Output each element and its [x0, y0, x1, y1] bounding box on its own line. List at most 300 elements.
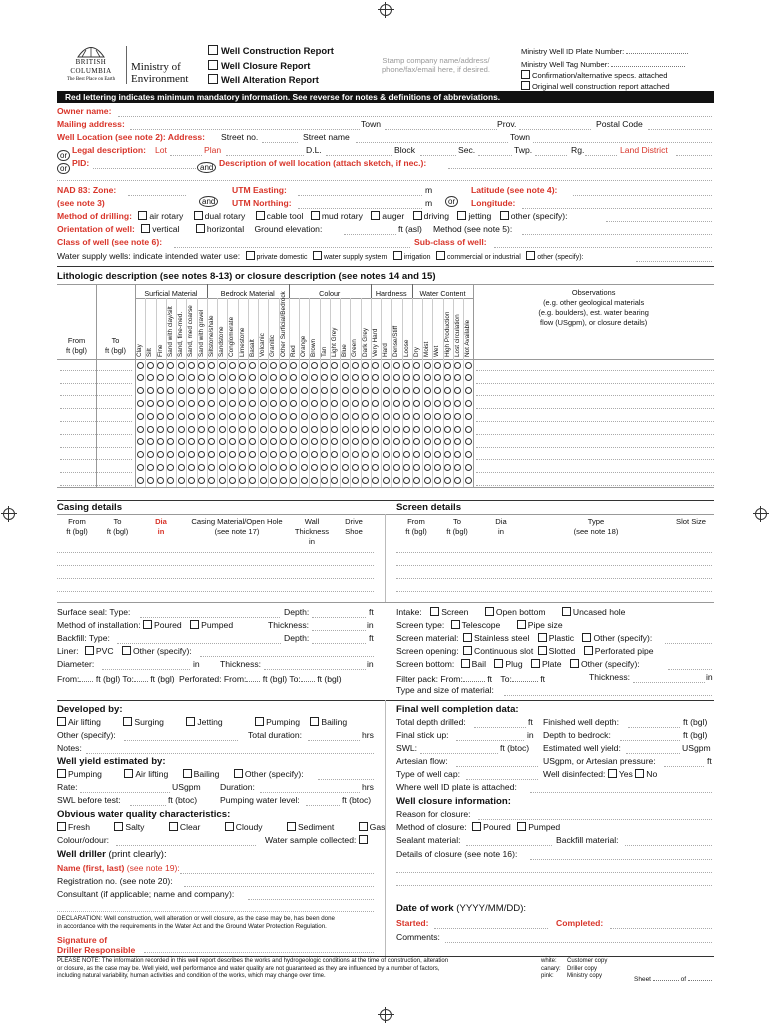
litho-radio[interactable]	[280, 374, 287, 381]
litho-radio[interactable]	[383, 413, 390, 420]
litho-radio[interactable]	[362, 451, 369, 458]
dev-air-lifting[interactable]: Air lifting	[57, 717, 101, 727]
casing-row-field[interactable]	[57, 578, 374, 579]
litho-radio[interactable]	[188, 451, 195, 458]
bottom-plate[interactable]: Plate	[531, 659, 562, 669]
litho-radio[interactable]	[280, 362, 287, 369]
litho-radio[interactable]	[424, 426, 431, 433]
litho-radio[interactable]	[413, 387, 420, 394]
litho-radio[interactable]	[147, 413, 154, 420]
swl-field[interactable]	[420, 753, 498, 754]
litho-radio[interactable]	[342, 438, 349, 445]
litho-radio[interactable]	[290, 413, 297, 420]
litho-radio[interactable]	[465, 400, 472, 407]
litho-radio[interactable]	[208, 387, 215, 394]
litho-radio[interactable]	[424, 387, 431, 394]
litho-radio[interactable]	[280, 438, 287, 445]
use-other[interactable]: other (specify):	[526, 254, 583, 261]
litho-radio[interactable]	[229, 362, 236, 369]
filter-to-field[interactable]	[512, 672, 538, 682]
litho-radio[interactable]	[372, 451, 379, 458]
dev-surging[interactable]: Surging	[123, 717, 164, 727]
artesian-flow-field[interactable]	[456, 766, 538, 767]
litho-radio[interactable]	[198, 400, 205, 407]
litho-radio[interactable]	[249, 413, 256, 420]
litho-radio[interactable]	[239, 464, 246, 471]
litho-radio[interactable]	[311, 413, 318, 420]
liner-to-field[interactable]	[134, 672, 148, 682]
est-yield-field[interactable]	[626, 753, 680, 754]
litho-radio[interactable]	[403, 374, 410, 381]
postal-code-field[interactable]	[648, 129, 712, 130]
quality-sediment[interactable]: Sediment	[287, 822, 334, 832]
litho-radio[interactable]	[383, 438, 390, 445]
dev-pumping[interactable]: Pumping	[255, 717, 300, 727]
litho-radio[interactable]	[444, 438, 451, 445]
driller-name-field[interactable]	[180, 873, 374, 874]
litho-radio[interactable]	[352, 400, 359, 407]
litho-radio[interactable]	[167, 362, 174, 369]
litho-radio[interactable]	[321, 387, 328, 394]
litho-radio[interactable]	[444, 387, 451, 394]
litho-radio[interactable]	[434, 464, 441, 471]
litho-radio[interactable]	[403, 426, 410, 433]
disinfected-yes[interactable]: Yes	[608, 769, 633, 779]
material-stainless[interactable]: Stainless steel	[463, 633, 529, 643]
filter-thickness-field[interactable]	[633, 682, 705, 683]
litho-radio[interactable]	[229, 464, 236, 471]
yield-rate-field[interactable]	[80, 792, 170, 793]
subclass-field[interactable]	[494, 247, 712, 248]
litho-radio[interactable]	[198, 426, 205, 433]
method-auger[interactable]: auger	[371, 211, 404, 221]
litho-radio[interactable]	[280, 426, 287, 433]
quality-salty[interactable]: Salty	[114, 822, 144, 832]
litho-radio[interactable]	[219, 464, 226, 471]
observations-field[interactable]	[476, 459, 714, 460]
bedrock-field[interactable]	[620, 740, 680, 741]
litho-radio[interactable]	[167, 464, 174, 471]
litho-radio[interactable]	[444, 464, 451, 471]
closure-details-field-2[interactable]	[396, 872, 712, 873]
litho-radio[interactable]	[260, 464, 267, 471]
litho-radio[interactable]	[229, 400, 236, 407]
litho-radio[interactable]	[311, 374, 318, 381]
litho-radio[interactable]	[208, 438, 215, 445]
confirmation-checkbox[interactable]	[521, 70, 530, 79]
litho-radio[interactable]	[167, 400, 174, 407]
litho-radio[interactable]	[301, 362, 308, 369]
litho-radio[interactable]	[454, 451, 461, 458]
litho-radio[interactable]	[434, 374, 441, 381]
quality-clear[interactable]: Clear	[169, 822, 201, 832]
litho-radio[interactable]	[239, 387, 246, 394]
material-other-field[interactable]	[665, 643, 712, 644]
litho-radio[interactable]	[208, 477, 215, 484]
litho-radio[interactable]	[198, 477, 205, 484]
screen-row-field[interactable]	[396, 565, 712, 566]
litho-radio[interactable]	[249, 374, 256, 381]
litho-radio[interactable]	[260, 426, 267, 433]
bottom-plug[interactable]: Plug	[494, 659, 522, 669]
backfill-depth-field[interactable]	[312, 643, 366, 644]
litho-radio[interactable]	[208, 464, 215, 471]
litho-radio[interactable]	[167, 477, 174, 484]
litho-radio[interactable]	[454, 477, 461, 484]
litho-radio[interactable]	[260, 413, 267, 420]
litho-radio[interactable]	[301, 400, 308, 407]
filter-material-field[interactable]	[504, 695, 712, 696]
litho-radio[interactable]	[280, 413, 287, 420]
litho-radio[interactable]	[424, 362, 431, 369]
litho-radio[interactable]	[208, 400, 215, 407]
pid-field[interactable]	[93, 168, 196, 169]
lot-field[interactable]	[170, 155, 202, 156]
litho-radio[interactable]	[198, 438, 205, 445]
litho-radio[interactable]	[465, 387, 472, 394]
litho-radio[interactable]	[270, 464, 277, 471]
litho-radio[interactable]	[352, 451, 359, 458]
comments-field[interactable]	[445, 942, 712, 943]
method-dual-rotary[interactable]: dual rotary	[194, 211, 246, 221]
litho-radio[interactable]	[290, 387, 297, 394]
pwl-field[interactable]	[306, 805, 340, 806]
yield-other[interactable]: Other (specify):	[234, 769, 304, 779]
utm-northing-field[interactable]	[298, 208, 422, 209]
litho-radio[interactable]	[413, 400, 420, 407]
litho-radio[interactable]	[413, 413, 420, 420]
method-jetting[interactable]: jetting	[457, 211, 491, 221]
observations-field[interactable]	[476, 447, 714, 448]
plan-field[interactable]	[226, 155, 304, 156]
litho-radio[interactable]	[352, 464, 359, 471]
litho-radio[interactable]	[219, 451, 226, 458]
nad83-zone-field[interactable]	[128, 195, 186, 196]
bottom-other[interactable]: Other (specify):	[570, 659, 640, 669]
litho-radio[interactable]	[137, 451, 144, 458]
twp-field[interactable]	[535, 155, 567, 156]
sheet-total-field[interactable]	[688, 973, 712, 981]
tag-number-field[interactable]	[611, 57, 685, 67]
water-sample-checkbox[interactable]	[359, 835, 368, 844]
litho-radio[interactable]	[270, 413, 277, 420]
bottom-other-field[interactable]	[668, 669, 712, 670]
litho-radio[interactable]	[424, 438, 431, 445]
litho-radio[interactable]	[465, 477, 472, 484]
litho-radio[interactable]	[372, 413, 379, 420]
consultant-field[interactable]	[248, 899, 374, 900]
perforated-from-field[interactable]	[246, 672, 260, 682]
litho-from-to-field[interactable]	[60, 408, 132, 409]
litho-radio[interactable]	[383, 362, 390, 369]
litho-radio[interactable]	[178, 400, 185, 407]
seal-depth-field[interactable]	[312, 617, 366, 618]
litho-radio[interactable]	[444, 362, 451, 369]
litho-radio[interactable]	[454, 464, 461, 471]
litho-radio[interactable]	[342, 387, 349, 394]
install-pumped[interactable]: Pumped	[190, 620, 233, 630]
litho-radio[interactable]	[280, 477, 287, 484]
colour-odour-field[interactable]	[116, 845, 256, 846]
litho-radio[interactable]	[465, 451, 472, 458]
plate-number-field[interactable]	[626, 44, 688, 54]
litho-radio[interactable]	[321, 413, 328, 420]
litho-radio[interactable]	[157, 477, 164, 484]
litho-radio[interactable]	[147, 387, 154, 394]
litho-radio[interactable]	[393, 438, 400, 445]
litho-radio[interactable]	[301, 387, 308, 394]
litho-radio[interactable]	[444, 374, 451, 381]
litho-radio[interactable]	[321, 438, 328, 445]
class-of-well-field[interactable]	[174, 247, 410, 248]
litho-from-to-field[interactable]	[60, 383, 132, 384]
liner-diameter-field[interactable]	[102, 669, 190, 670]
litho-radio[interactable]	[342, 477, 349, 484]
litho-radio[interactable]	[372, 426, 379, 433]
sheet-number-field[interactable]	[653, 973, 679, 981]
street-name-field[interactable]	[356, 142, 508, 143]
report-type-alteration[interactable]: Well Alteration Report	[208, 73, 334, 88]
litho-radio[interactable]	[178, 374, 185, 381]
utm-easting-field[interactable]	[298, 195, 422, 196]
litho-radio[interactable]	[342, 464, 349, 471]
litho-radio[interactable]	[413, 362, 420, 369]
litho-radio[interactable]	[352, 362, 359, 369]
perforated-to-field[interactable]	[301, 672, 315, 682]
litho-radio[interactable]	[208, 413, 215, 420]
litho-radio[interactable]	[137, 374, 144, 381]
litho-radio[interactable]	[137, 400, 144, 407]
opening-slotted[interactable]: Slotted	[538, 646, 576, 656]
litho-radio[interactable]	[249, 451, 256, 458]
litho-radio[interactable]	[321, 451, 328, 458]
litho-radio[interactable]	[208, 426, 215, 433]
litho-radio[interactable]	[239, 413, 246, 420]
method-other[interactable]: other (specify):	[500, 211, 568, 221]
litho-radio[interactable]	[219, 362, 226, 369]
closure-reason-field[interactable]	[478, 819, 712, 820]
bottom-bail[interactable]: Bail	[461, 659, 486, 669]
litho-radio[interactable]	[372, 374, 379, 381]
litho-from-to-field[interactable]	[60, 472, 132, 473]
yield-air-lifting[interactable]: Air lifting	[124, 769, 168, 779]
litho-radio[interactable]	[362, 438, 369, 445]
orient-horizontal[interactable]: horizontal	[196, 224, 244, 234]
litho-radio[interactable]	[393, 413, 400, 420]
litho-radio[interactable]	[208, 362, 215, 369]
litho-radio[interactable]	[434, 400, 441, 407]
litho-radio[interactable]	[219, 400, 226, 407]
litho-radio[interactable]	[239, 362, 246, 369]
litho-radio[interactable]	[331, 451, 338, 458]
litho-radio[interactable]	[301, 426, 308, 433]
liner-other[interactable]: Other (specify):	[122, 646, 192, 656]
litho-radio[interactable]	[465, 426, 472, 433]
litho-radio[interactable]	[290, 426, 297, 433]
screen-type-telescope[interactable]: Telescope	[451, 620, 501, 630]
litho-radio[interactable]	[321, 426, 328, 433]
litho-radio[interactable]	[372, 400, 379, 407]
litho-radio[interactable]	[403, 451, 410, 458]
litho-radio[interactable]	[249, 438, 256, 445]
litho-radio[interactable]	[393, 400, 400, 407]
litho-radio[interactable]	[198, 413, 205, 420]
registration-field[interactable]	[184, 886, 374, 887]
litho-radio[interactable]	[229, 477, 236, 484]
litho-radio[interactable]	[137, 362, 144, 369]
observations-field[interactable]	[476, 472, 714, 473]
litho-radio[interactable]	[188, 400, 195, 407]
litho-radio[interactable]	[311, 451, 318, 458]
litho-radio[interactable]	[434, 477, 441, 484]
observations-field[interactable]	[476, 383, 714, 384]
litho-radio[interactable]	[352, 374, 359, 381]
litho-radio[interactable]	[413, 426, 420, 433]
artesian-pressure-field[interactable]	[664, 766, 704, 767]
casing-row-field[interactable]	[57, 565, 374, 566]
litho-radio[interactable]	[362, 400, 369, 407]
litho-radio[interactable]	[147, 464, 154, 471]
litho-radio[interactable]	[137, 413, 144, 420]
litho-radio[interactable]	[137, 477, 144, 484]
litho-radio[interactable]	[383, 426, 390, 433]
litho-radio[interactable]	[239, 438, 246, 445]
litho-radio[interactable]	[157, 413, 164, 420]
litho-radio[interactable]	[188, 426, 195, 433]
stick-up-field[interactable]	[456, 740, 524, 741]
dev-bailing[interactable]: Bailing	[310, 717, 347, 727]
litho-radio[interactable]	[219, 426, 226, 433]
closure-poured[interactable]: Poured	[472, 822, 511, 832]
casing-row-field[interactable]	[57, 552, 374, 553]
report-type-construction[interactable]: Well Construction Report	[208, 44, 334, 59]
litho-radio[interactable]	[167, 387, 174, 394]
litho-radio[interactable]	[362, 387, 369, 394]
litho-radio[interactable]	[280, 464, 287, 471]
litho-from-to-field[interactable]	[60, 459, 132, 460]
litho-radio[interactable]	[331, 362, 338, 369]
method-mud-rotary[interactable]: mud rotary	[311, 211, 363, 221]
depth-drilled-field[interactable]	[474, 727, 526, 728]
plate-attached-field[interactable]	[530, 792, 712, 793]
litho-radio[interactable]	[383, 464, 390, 471]
checkbox[interactable]	[208, 45, 218, 55]
litho-radio[interactable]	[393, 426, 400, 433]
litho-radio[interactable]	[362, 362, 369, 369]
litho-radio[interactable]	[147, 400, 154, 407]
litho-radio[interactable]	[157, 426, 164, 433]
intake-open-bottom[interactable]: Open bottom	[485, 607, 546, 617]
litho-radio[interactable]	[290, 438, 297, 445]
rg-field[interactable]	[585, 155, 617, 156]
finished-depth-field[interactable]	[628, 727, 680, 728]
litho-radio[interactable]	[321, 400, 328, 407]
litho-radio[interactable]	[301, 374, 308, 381]
litho-radio[interactable]	[321, 464, 328, 471]
litho-from-to-field[interactable]	[60, 395, 132, 396]
method-other-field[interactable]	[606, 221, 712, 222]
town2-field[interactable]	[533, 142, 712, 143]
litho-radio[interactable]	[331, 413, 338, 420]
litho-radio[interactable]	[198, 387, 205, 394]
litho-radio[interactable]	[352, 426, 359, 433]
observations-field[interactable]	[476, 395, 714, 396]
install-poured[interactable]: Poured	[143, 620, 182, 630]
litho-radio[interactable]	[393, 451, 400, 458]
litho-radio[interactable]	[249, 387, 256, 394]
litho-from-to-field[interactable]	[60, 434, 132, 435]
screen-type-pipe-size[interactable]: Pipe size	[517, 620, 563, 630]
method-air-rotary[interactable]: air rotary	[138, 211, 183, 221]
litho-radio[interactable]	[301, 438, 308, 445]
yield-pumping[interactable]: Pumping	[57, 769, 102, 779]
litho-radio[interactable]	[311, 477, 318, 484]
litho-radio[interactable]	[372, 362, 379, 369]
litho-radio[interactable]	[137, 464, 144, 471]
intake-uncased[interactable]: Uncased hole	[562, 607, 626, 617]
litho-radio[interactable]	[239, 426, 246, 433]
liner-from-field[interactable]	[79, 672, 93, 682]
litho-radio[interactable]	[178, 426, 185, 433]
litho-radio[interactable]	[424, 400, 431, 407]
litho-radio[interactable]	[331, 438, 338, 445]
litho-radio[interactable]	[403, 413, 410, 420]
litho-radio[interactable]	[147, 451, 154, 458]
litho-radio[interactable]	[413, 464, 420, 471]
observations-field[interactable]	[476, 408, 714, 409]
litho-radio[interactable]	[352, 387, 359, 394]
litho-radio[interactable]	[362, 426, 369, 433]
litho-radio[interactable]	[157, 362, 164, 369]
observations-field[interactable]	[476, 434, 714, 435]
observations-field[interactable]	[476, 485, 714, 486]
litho-radio[interactable]	[383, 451, 390, 458]
well-location-description-field[interactable]	[448, 168, 712, 169]
litho-radio[interactable]	[424, 374, 431, 381]
checkbox[interactable]	[208, 74, 218, 84]
litho-radio[interactable]	[137, 426, 144, 433]
litho-radio[interactable]	[413, 374, 420, 381]
litho-radio[interactable]	[454, 413, 461, 420]
closure-details-field-3[interactable]	[396, 885, 712, 886]
litho-radio[interactable]	[219, 438, 226, 445]
litho-radio[interactable]	[167, 413, 174, 420]
screen-row-field[interactable]	[396, 552, 712, 553]
litho-radio[interactable]	[331, 387, 338, 394]
owner-name-field[interactable]	[118, 116, 712, 117]
opening-perforated[interactable]: Perforated pipe	[584, 646, 654, 656]
litho-radio[interactable]	[465, 374, 472, 381]
disinfected-no[interactable]: No	[635, 769, 657, 779]
litho-radio[interactable]	[372, 464, 379, 471]
started-field[interactable]	[434, 928, 548, 929]
litho-radio[interactable]	[178, 451, 185, 458]
sec-field[interactable]	[478, 155, 512, 156]
litho-radio[interactable]	[465, 464, 472, 471]
litho-radio[interactable]	[260, 400, 267, 407]
yield-other-field[interactable]	[318, 779, 374, 780]
method-driving[interactable]: driving	[413, 211, 449, 221]
litho-radio[interactable]	[444, 400, 451, 407]
liner-thickness-field[interactable]	[264, 669, 366, 670]
litho-radio[interactable]	[331, 400, 338, 407]
litho-radio[interactable]	[167, 374, 174, 381]
litho-from-to-field[interactable]	[60, 447, 132, 448]
litho-radio[interactable]	[403, 387, 410, 394]
litho-radio[interactable]	[342, 362, 349, 369]
litho-radio[interactable]	[229, 426, 236, 433]
litho-radio[interactable]	[270, 387, 277, 394]
